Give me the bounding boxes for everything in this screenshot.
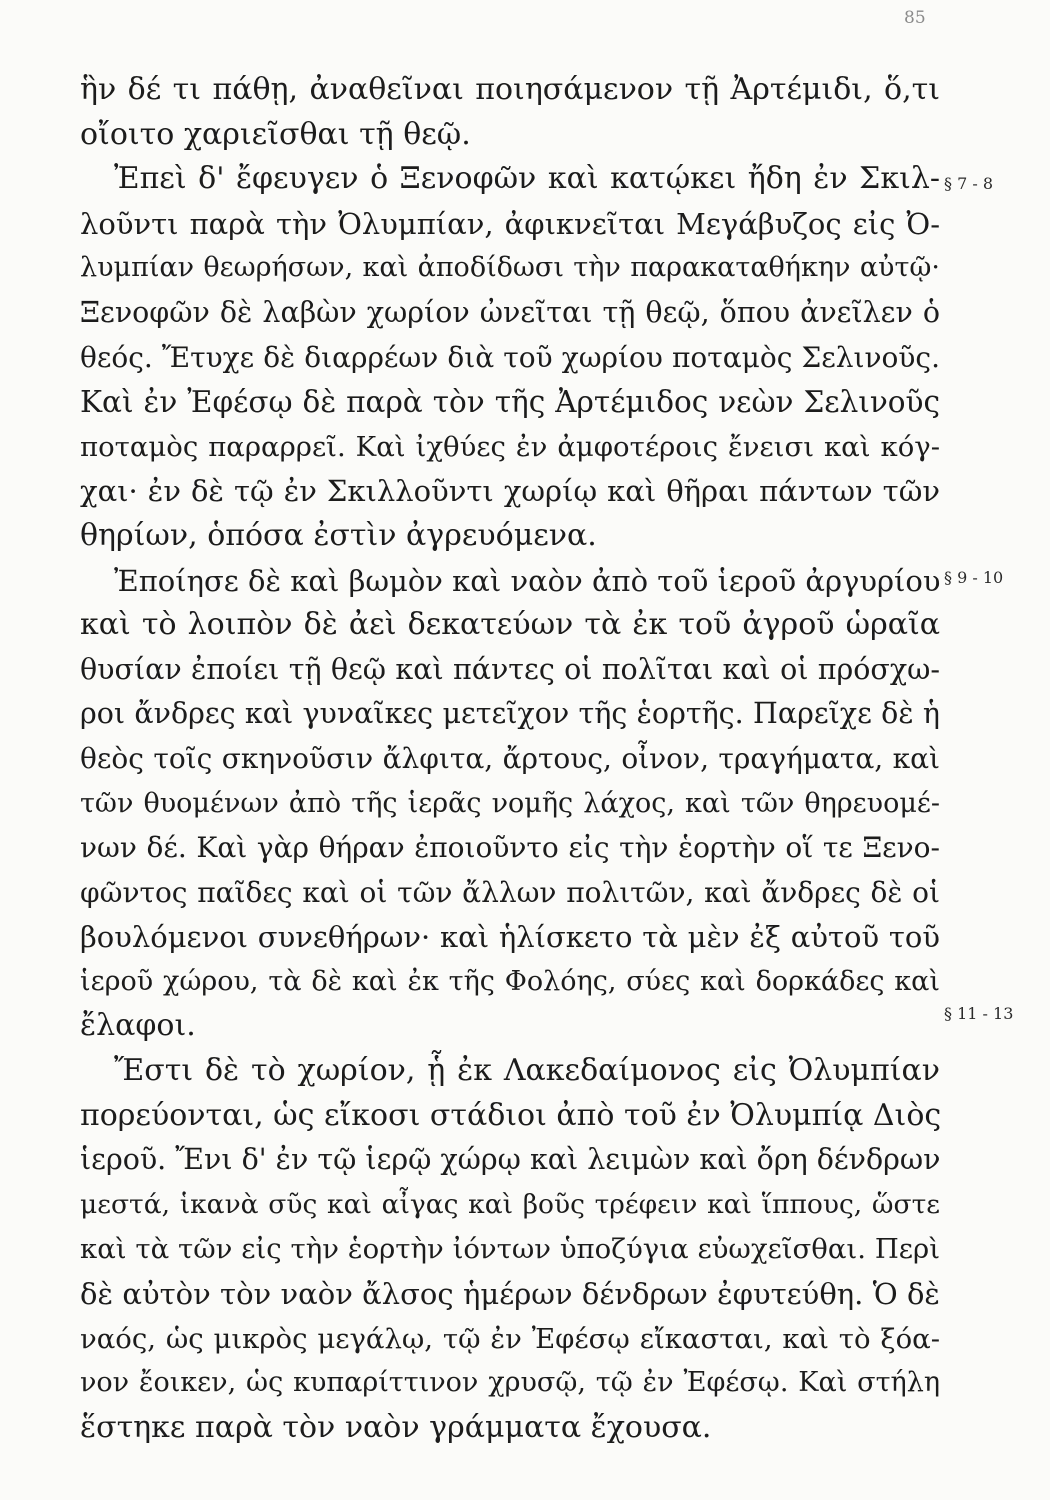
text-line: καὶ τὰ τῶν εἰς τὴν ἑορτὴν ἰόντων ὑποζύγια εὐωχεῖσθαι. Περὶ [80, 1233, 940, 1266]
text-line: οἴοιτο χαριεῖσθαι τῇ θεῷ. [80, 116, 471, 152]
text-line: δὲ αὐτὸν τὸν ναὸν ἄλσος ἡμέρων δένδρων ἐφυτεύθη. Ὁ δὲ [80, 1277, 940, 1312]
page-number: 85 [904, 8, 926, 28]
text-line: χαι· ἐν δὲ τῷ ἐν Σκιλλοῦντι χωρίῳ καὶ θῆραι πάντων τῶν [80, 474, 940, 509]
text-line: λοῦντι παρὰ τὴν Ὀλυμπίαν, ἀφικνεῖται Μεγάβυζος εἰς Ὀ- [80, 206, 940, 241]
text-line: φῶντος παῖδες καὶ οἱ τῶν ἄλλων πολιτῶν, καὶ ἄνδρες δὲ οἱ [80, 875, 940, 909]
text-line: ναός, ὡς μικρὸς μεγάλῳ, τῷ ἐν Ἐφέσῳ εἴκασται, καὶ τὸ ξόα- [80, 1322, 940, 1355]
text-line: Καὶ ἐν Ἐφέσῳ δὲ παρὰ τὸν τῆς Ἀρτέμιδος νεὼν Σελινοῦς [80, 385, 940, 420]
text-line: Ἐποίησε δὲ καὶ βωμὸν καὶ ναὸν ἀπὸ τοῦ ἱεροῦ ἀργυρίου [114, 563, 941, 598]
text-line: Ξενοφῶν δὲ λαβὼν χωρίον ὠνεῖται τῇ θεῷ, ὅπου ἀνεῖλεν ὁ [80, 295, 940, 329]
text-line: τῶν θυομένων ἀπὸ τῆς ἱερᾶς νομῆς λάχος, καὶ τῶν θηρευομέ- [80, 787, 940, 819]
text-line: ροι ἄνδρες καὶ γυναῖκες μετεῖχον τῆς ἑορτῆς. Παρεῖχε δὲ ἡ [80, 697, 940, 731]
text-body [80, 68, 940, 1450]
text-line: καὶ τὸ λοιπὸν δὲ ἀεὶ δεκατεύων τὰ ἐκ τοῦ ἀγροῦ ὡραῖα [80, 607, 940, 643]
text-line: λυμπίαν θεωρήσων, καὶ ἀποδίδωσι τὴν παρακαταθήκην αὐτῷ· [80, 252, 940, 284]
text-line: ἕστηκε παρὰ τὸν ναὸν γράμματα ἔχουσα. [80, 1409, 712, 1445]
text-line: ποταμὸς παραρρεῖ. Καὶ ἰχθύες ἐν ἀμφοτέροις ἔνεισι καὶ κόγ- [80, 430, 940, 463]
text-line: νων δέ. Καὶ γὰρ θήραν ἐποιοῦντο εἰς τὴν ἑορτὴν οἵ τε Ξενο- [80, 831, 940, 865]
text-line: Ἔστι δὲ τὸ χωρίον, ᾗ ἐκ Λακεδαίμονος εἰς Ὀλυμπίαν [114, 1053, 940, 1089]
text-line: ἣν δέ τι πάθῃ, ἀναθεῖναι ποιησάμενον τῇ Ἀρτέμιδι, ὅ,τι [80, 72, 940, 107]
text-line: νον ἔοικεν, ὡς κυπαρίττινον χρυσῷ, τῷ ἐν Ἐφέσῳ. Καὶ στήλη [80, 1367, 940, 1399]
text-line: θυσίαν ἐποίει τῇ θεῷ καὶ πάντες οἱ πολῖται καὶ οἱ πρόσχω- [80, 652, 940, 686]
margin-section-ref: § 11 - 13 [944, 1004, 1014, 1023]
text-line: θηρίων, ὁπόσα ἐστὶν ἀγρευόμενα. [80, 517, 597, 553]
text-line: ἔλαφοι. [80, 1008, 196, 1044]
margin-section-ref: § 9 - 10 [944, 568, 1004, 587]
text-line: βουλόμενοι συνεθήρων· καὶ ἡλίσκετο τὰ μὲν ἐξ αὐτοῦ τοῦ [80, 920, 940, 955]
margin-section-ref: § 7 - 8 [944, 174, 994, 193]
text-line: ἱεροῦ χώρου, τὰ δὲ καὶ ἐκ τῆς Φολόης, σύες καὶ δορκάδες καὶ [80, 965, 940, 997]
text-line: Ἐπεὶ δ' ἔφευγεν ὁ Ξενοφῶν καὶ κατῴκει ἤδη ἐν Σκιλ- [114, 161, 940, 197]
text-line: θεός. Ἔτυχε δὲ διαρρέων διὰ τοῦ χωρίου ποταμὸς Σελινοῦς. [80, 340, 940, 374]
text-line: θεὸς τοῖς σκηνοῦσιν ἄλφιτα, ἄρτους, οἶνον, τραγήματα, καὶ [80, 741, 940, 775]
text-line: ἱεροῦ. Ἔνι δ' ἐν τῷ ἱερῷ χώρῳ καὶ λειμὼν καὶ ὄρη δένδρων [80, 1143, 941, 1177]
text-line: πορεύονται, ὡς εἴκοσι στάδιοι ἀπὸ τοῦ ἐν Ὀλυμπίᾳ Διὸς [80, 1097, 942, 1133]
text-line: μεστά, ἱκανὰ σῦς καὶ αἶγας καὶ βοῦς τρέφειν καὶ ἵππους, ὥστε [80, 1188, 940, 1220]
